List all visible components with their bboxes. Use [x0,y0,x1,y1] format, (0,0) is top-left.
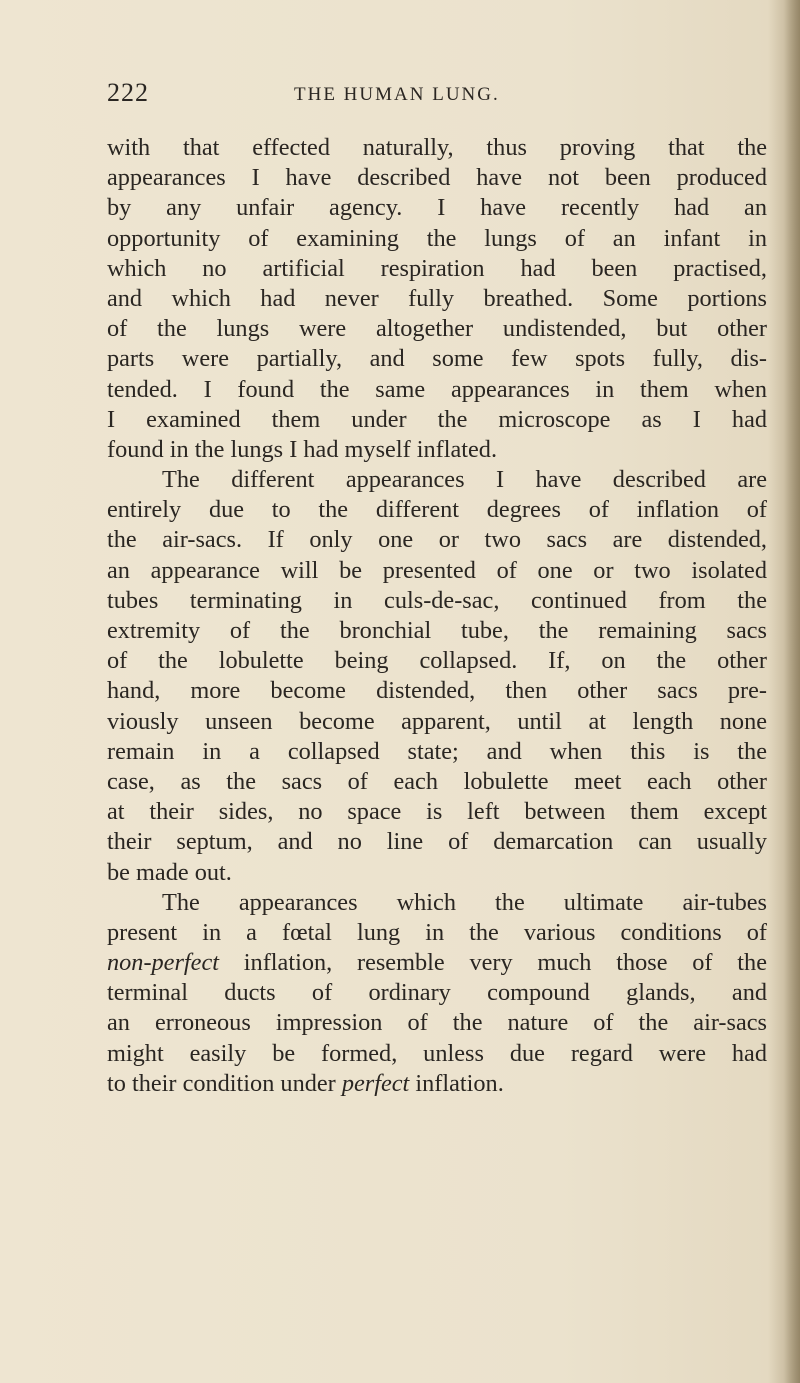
italic-term: non-perfect [107,949,219,977]
text-line: and which had never fully breathed. Some portions [107,284,767,312]
running-head: THE HUMAN LUNG. [294,84,500,105]
text-line: their septum, and no line of demarcation can usually [107,828,767,856]
text-line: an appearance will be presented of one or two isolated [107,556,767,584]
text-line: which no artificial respiration had been practised, [107,254,767,282]
text-line: entirely due to the different degrees of inflation of [107,496,767,524]
text-line: by any unfair agency. I have recently had an [107,194,767,222]
italic-term: perfect [341,1069,410,1097]
text-line: appearances I have described have not been produced [107,164,767,192]
text-line: tended. I found the same appearances in them when [107,375,767,403]
text-line: opportunity of examining the lungs of an infant in [107,224,767,252]
text-line: hand, more become distended, then other sacs pre- [107,677,767,705]
text-run: inflation. [409,1069,504,1097]
text-line-with-italic [107,948,767,978]
paragraph-start-line: The different appearances I have described are [162,466,767,494]
text-line: extremity of the bronchial tube, the remaining sacs [107,617,767,644]
text-line: parts were partially, and some few spots fully, dis- [107,345,767,373]
paragraph-start-line: The appearances which the ultimate air-tubes [162,888,767,916]
text-line: might easily be formed, unless due regard were had [107,1039,767,1067]
text-line: of the lungs were altogether undistended, but other [107,315,767,343]
text-line: case, as the sacs of each lobulette meet each other [107,767,767,795]
text-line: I examined them under the microscope as I had [107,405,767,433]
text-run: inflation, resemble very much those of the [219,949,767,977]
page-edge-shadow [784,0,800,1383]
text-line: viously unseen become apparent, until at length none [107,707,767,735]
text-line: at their sides, no space is left between them except [107,798,767,826]
text-line-with-italic [107,1069,767,1099]
text-line: the air-sacs. If only one or two sacs are distended, [107,526,767,554]
text-line: tubes terminating in culs-de-sac, continued from the [107,586,767,614]
text-line: with that effected naturally, thus proving that the [107,134,767,161]
text-line: be made out. [107,858,232,886]
text-line: terminal ducts of ordinary compound glands, and [107,979,767,1007]
text-run: to their condition under [107,1069,342,1097]
page-header [0,78,800,118]
text-line: present in a fœtal lung in the various conditions of [107,918,767,946]
text-line: found in the lungs I had myself inflated. [107,435,498,463]
page-number: 222 [107,78,149,107]
body-text [107,133,767,1099]
text-line: of the lobulette being collapsed. If, on the other [107,647,767,675]
text-line: remain in a collapsed state; and when this is the [107,737,767,765]
text-line: an erroneous impression of the nature of the air-sacs [107,1009,767,1037]
